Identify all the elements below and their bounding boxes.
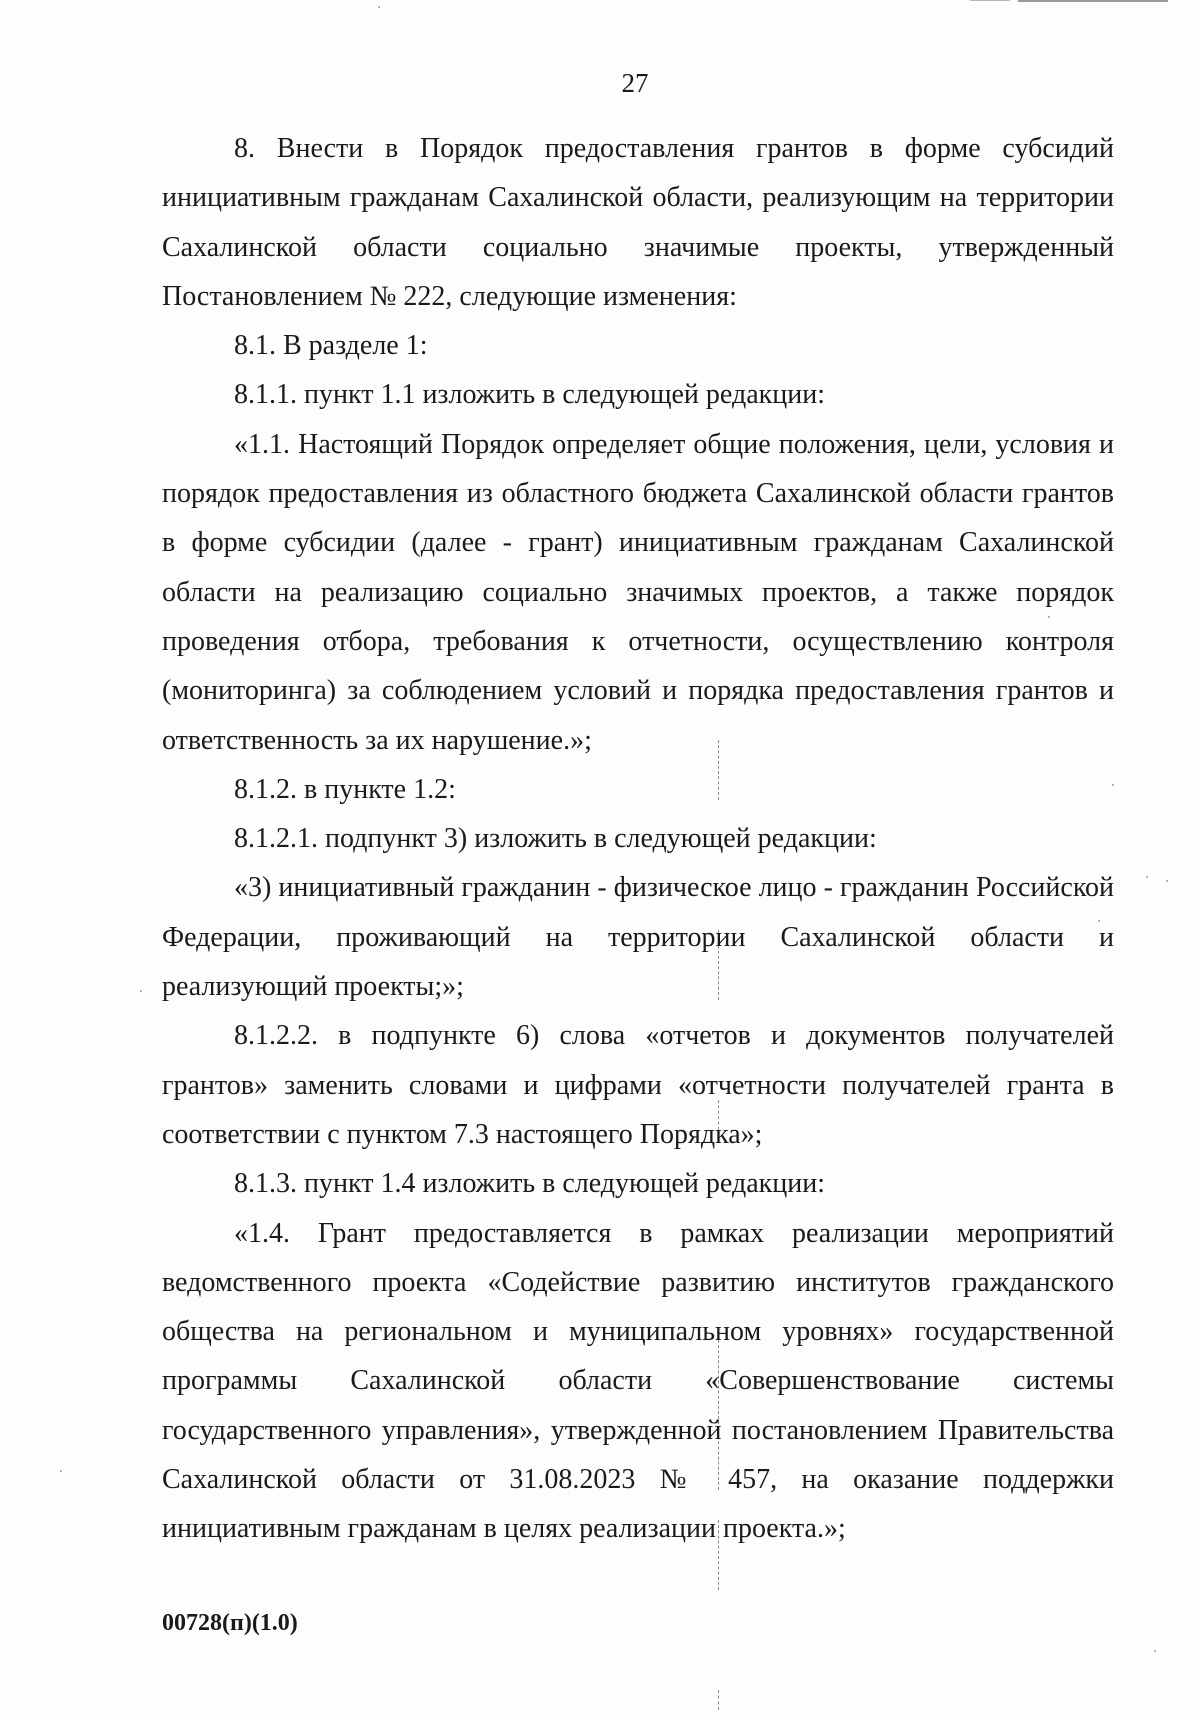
paragraph: 8.1.2.2. в подпункте 6) слова «отчетов и документов получателей грантов» заменить словами и цифрами «отчетности получателей гранта в соответствии с пунктом 7.3 настоящего Порядка»;: [162, 1020, 1114, 1150]
scan-speck: [60, 1470, 62, 1472]
scan-artifact-line: [1018, 0, 1168, 2]
paragraph: «1.4. Грант предоставляется в рамках реализации мероприятий ведомственного проекта «Содействие развитию институтов гражданского общества на региональном и муниципальном уровнях» государственной программы Сахалинской области «Совершенствование системы государственного управления», утвержденной постановлением Правительства Сахалинской области от 31.08.2023 № 457, на оказание поддержки инициативным гражданам в целях реализации проекта.»;: [162, 1217, 1114, 1545]
page-number: 27: [621, 68, 649, 98]
paragraph: 8.1.2. в пункте 1.2:: [234, 773, 456, 805]
scan-artifact-fold: [718, 1690, 719, 1710]
document-body: [162, 124, 1114, 1554]
paragraph: 8.1. В разделе 1:: [234, 330, 428, 362]
paragraph: 8. Внести в Порядок предоставления грантов в форме субсидий инициативным гражданам Сахалинской области, реализующим на территории Сахалинской области социально значимые проекты, утвержденный Постановлением № 222, следующие изменения:: [162, 133, 1114, 312]
scan-speck: [1154, 1650, 1156, 1652]
document-code: 00728(п)(1.0): [162, 1610, 298, 1636]
scan-artifact-line: [970, 0, 1010, 1]
paragraph: 8.1.2.1. подпункт 3) изложить в следующей редакции:: [234, 823, 877, 855]
scan-speck: [140, 990, 142, 992]
paragraph: «1.1. Настоящий Порядок определяет общие положения, цели, условия и порядок предоставления из областного бюджета Сахалинской области грантов в форме субсидии (далее - грант) инициативным гражданам Сахалинской области на реализацию социально значимых проектов, а также порядок проведения отбора, требования к отчетности, осуществлению контроля (мониторинга) за соблюдением условий и порядка предоставления грантов и ответственность за их нарушение.»;: [162, 428, 1114, 756]
paragraph: 8.1.3. пункт 1.4 изложить в следующей редакции:: [234, 1168, 825, 1200]
scan-speck: [1146, 876, 1148, 878]
scan-speck: [1166, 880, 1168, 882]
paragraph: 8.1.1. пункт 1.1 изложить в следующей редакции:: [234, 379, 825, 411]
paragraph: «3) инициативный гражданин - физическое лицо - гражданин Российской Федерации, проживающий на территории Сахалинской области и реализующий проекты;»;: [162, 872, 1114, 1003]
scan-speck: [378, 6, 380, 8]
